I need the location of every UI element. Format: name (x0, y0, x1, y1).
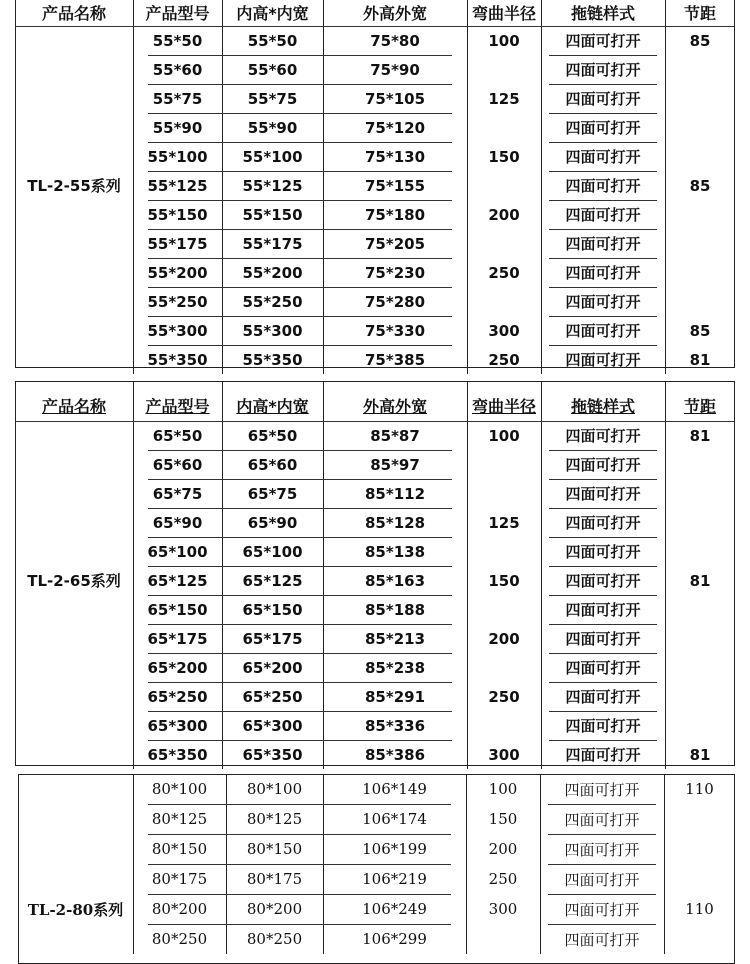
cell-model: 55*300 (147, 321, 208, 340)
cell-outer-size: 75*230 (364, 263, 426, 282)
cell-inner-size: 65*75 (247, 484, 298, 503)
cell-bend-radius: 300 (488, 900, 518, 918)
cell-inner-size: 55*150 (242, 205, 303, 224)
cell-pitch: 110 (685, 900, 714, 918)
column-header: 外高外宽 (362, 3, 427, 23)
column-header: 拖链样式 (570, 3, 635, 23)
column-header: 节距 (683, 3, 716, 23)
cell-chain-style: 四面可打开 (565, 543, 641, 561)
cell-outer-size: 85*97 (370, 455, 420, 474)
cell-chain-style: 四面可打开 (565, 456, 641, 474)
cell-outer-size: 75*180 (364, 205, 426, 224)
cell-inner-size: 55*300 (242, 321, 303, 340)
cell-inner-size: 65*100 (242, 542, 303, 561)
cell-outer-size: 85*188 (364, 600, 426, 619)
cell-chain-style: 四面可打开 (565, 90, 641, 108)
column-header: 外高外宽 (362, 397, 427, 416)
column-header: 产品名称 (41, 3, 106, 23)
cell-inner-size: 55*175 (242, 234, 303, 253)
cell-chain-style: 四面可打开 (565, 630, 641, 648)
cell-outer-size: 85*336 (364, 716, 426, 735)
cell-inner-size: 80*100 (246, 780, 303, 798)
cell-bend-radius: 100 (488, 31, 520, 50)
cell-model: 65*100 (147, 542, 208, 561)
cell-model: 55*125 (147, 176, 208, 195)
cell-inner-size: 65*250 (242, 687, 303, 706)
column-header: 节距 (683, 397, 716, 416)
cell-chain-style: 四面可打开 (564, 900, 640, 919)
cell-chain-style: 四面可打开 (564, 870, 640, 889)
cell-inner-size: 65*90 (247, 513, 298, 532)
cell-outer-size: 75*155 (364, 176, 426, 195)
cell-pitch: 85 (689, 321, 711, 340)
cell-outer-size: 75*330 (364, 321, 426, 340)
cell-outer-size: 85*87 (370, 426, 420, 445)
cell-model: 55*60 (152, 60, 203, 79)
column-header: 弯曲半径 (471, 397, 536, 416)
cell-outer-size: 75*120 (364, 118, 426, 137)
column-header: 产品型号 (145, 3, 210, 23)
cell-inner-size: 80*250 (246, 930, 303, 948)
cell-outer-size: 85*213 (364, 629, 426, 648)
cell-inner-size: 65*200 (242, 658, 303, 677)
cell-chain-style: 四面可打开 (564, 780, 640, 799)
cell-inner-size: 55*75 (247, 89, 298, 108)
cell-model: 55*175 (147, 234, 208, 253)
cell-chain-style: 四面可打开 (565, 322, 641, 340)
cell-bend-radius: 200 (488, 629, 520, 648)
cell-outer-size: 85*163 (364, 571, 426, 590)
cell-bend-radius: 300 (488, 321, 520, 340)
cell-model: 55*150 (147, 205, 208, 224)
cell-model: 55*75 (152, 89, 203, 108)
cell-chain-style: 四面可打开 (565, 177, 641, 195)
cell-chain-style: 四面可打开 (565, 119, 641, 137)
cell-inner-size: 80*175 (246, 870, 303, 888)
cell-outer-size: 85*128 (364, 513, 426, 532)
cell-pitch: 81 (689, 745, 711, 764)
cell-bend-radius: 125 (488, 89, 520, 108)
column-header: 产品名称 (41, 397, 106, 416)
cell-inner-size: 65*50 (247, 426, 298, 445)
cell-model: 65*125 (147, 571, 208, 590)
cell-outer-size: 75*90 (370, 60, 420, 79)
cell-outer-size: 85*386 (364, 745, 426, 764)
cell-model: 55*350 (147, 350, 208, 369)
cell-model: 65*175 (147, 629, 208, 648)
cell-model: 65*200 (147, 658, 208, 677)
cell-bend-radius: 100 (488, 780, 518, 798)
cell-inner-size: 65*125 (242, 571, 303, 590)
cell-chain-style: 四面可打开 (565, 61, 641, 79)
cell-inner-size: 65*150 (242, 600, 303, 619)
cell-model: 55*50 (152, 31, 203, 50)
cell-outer-size: 85*112 (364, 484, 426, 503)
cell-outer-size: 75*130 (364, 147, 426, 166)
cell-pitch: 81 (689, 571, 711, 590)
cell-bend-radius: 250 (488, 350, 520, 369)
cell-model: 65*350 (147, 745, 208, 764)
cell-outer-size: 75*105 (364, 89, 426, 108)
cell-outer-size: 106*249 (362, 900, 427, 918)
cell-chain-style: 四面可打开 (565, 659, 641, 677)
cell-bend-radius: 150 (488, 147, 520, 166)
cell-outer-size: 85*291 (364, 687, 426, 706)
cell-chain-style: 四面可打开 (565, 206, 641, 224)
cell-chain-style: 四面可打开 (565, 514, 641, 532)
cell-inner-size: 55*60 (247, 60, 298, 79)
cell-outer-size: 106*199 (362, 840, 427, 858)
cell-bend-radius: 250 (488, 687, 520, 706)
cell-chain-style: 四面可打开 (565, 148, 641, 166)
cell-inner-size: 80*125 (246, 810, 303, 828)
cell-chain-style: 四面可打开 (565, 351, 641, 369)
cell-bend-radius: 300 (488, 745, 520, 764)
cell-pitch: 110 (685, 780, 714, 798)
column-header: 产品型号 (145, 397, 210, 416)
cell-chain-style: 四面可打开 (565, 746, 641, 764)
cell-chain-style: 四面可打开 (564, 930, 640, 949)
cell-chain-style: 四面可打开 (564, 810, 640, 829)
cell-model: 80*125 (151, 810, 208, 828)
cell-chain-style: 四面可打开 (565, 293, 641, 311)
cell-outer-size: 75*280 (364, 292, 426, 311)
series-name: TL-2-80系列 (27, 900, 124, 919)
cell-inner-size: 55*90 (247, 118, 298, 137)
column-header: 内高*内宽 (236, 397, 309, 416)
cell-model: 80*100 (151, 780, 208, 798)
cell-model: 55*90 (152, 118, 203, 137)
cell-bend-radius: 125 (488, 513, 520, 532)
cell-model: 65*90 (152, 513, 203, 532)
column-header: 拖链样式 (570, 397, 635, 416)
cell-inner-size: 65*60 (247, 455, 298, 474)
cell-outer-size: 106*174 (362, 810, 427, 828)
cell-bend-radius: 150 (488, 810, 518, 828)
cell-chain-style: 四面可打开 (565, 235, 641, 253)
cell-model: 80*250 (151, 930, 208, 948)
cell-model: 65*60 (152, 455, 203, 474)
cell-chain-style: 四面可打开 (565, 32, 641, 50)
cell-outer-size: 106*299 (362, 930, 427, 948)
cell-model: 80*150 (151, 840, 208, 858)
cell-pitch: 85 (689, 176, 711, 195)
cell-model: 65*150 (147, 600, 208, 619)
series-name: TL-2-55系列 (27, 177, 121, 195)
cell-bend-radius: 150 (488, 571, 520, 590)
cell-inner-size: 65*300 (242, 716, 303, 735)
cell-chain-style: 四面可打开 (565, 427, 641, 445)
cell-model: 65*75 (152, 484, 203, 503)
cell-inner-size: 55*200 (242, 263, 303, 282)
cell-bend-radius: 250 (488, 870, 518, 888)
cell-model: 55*250 (147, 292, 208, 311)
cell-outer-size: 75*385 (364, 350, 426, 369)
cell-chain-style: 四面可打开 (565, 717, 641, 735)
table-tl-2-80 (18, 774, 735, 964)
cell-chain-style: 四面可打开 (565, 572, 641, 590)
cell-bend-radius: 200 (488, 840, 518, 858)
cell-chain-style: 四面可打开 (565, 485, 641, 503)
cell-chain-style: 四面可打开 (565, 601, 641, 619)
table-tl-2-55 (15, 0, 735, 368)
cell-outer-size: 85*238 (364, 658, 426, 677)
cell-bend-radius: 100 (488, 426, 520, 445)
cell-pitch: 85 (689, 31, 711, 50)
cell-outer-size: 106*219 (362, 870, 427, 888)
cell-pitch: 81 (689, 426, 711, 445)
table-tl-2-65 (15, 381, 735, 766)
cell-inner-size: 80*200 (246, 900, 303, 918)
cell-chain-style: 四面可打开 (565, 688, 641, 706)
cell-chain-style: 四面可打开 (565, 264, 641, 282)
cell-outer-size: 75*80 (370, 31, 420, 50)
cell-outer-size: 85*138 (364, 542, 426, 561)
cell-inner-size: 65*350 (242, 745, 303, 764)
cell-inner-size: 55*100 (242, 147, 303, 166)
cell-model: 55*200 (147, 263, 208, 282)
cell-bend-radius: 250 (488, 263, 520, 282)
cell-outer-size: 106*149 (362, 780, 427, 798)
cell-outer-size: 75*205 (364, 234, 426, 253)
cell-inner-size: 55*125 (242, 176, 303, 195)
cell-inner-size: 55*50 (247, 31, 298, 50)
column-header: 弯曲半径 (471, 3, 536, 23)
cell-inner-size: 80*150 (246, 840, 303, 858)
cell-inner-size: 55*350 (242, 350, 303, 369)
cell-chain-style: 四面可打开 (564, 840, 640, 859)
cell-pitch: 81 (689, 350, 711, 369)
cell-model: 65*50 (152, 426, 203, 445)
cell-inner-size: 55*250 (242, 292, 303, 311)
cell-inner-size: 65*175 (242, 629, 303, 648)
cell-model: 80*175 (151, 870, 208, 888)
cell-model: 55*100 (147, 147, 208, 166)
cell-model: 80*200 (151, 900, 208, 918)
cell-bend-radius: 200 (488, 205, 520, 224)
cell-model: 65*300 (147, 716, 208, 735)
cell-model: 65*250 (147, 687, 208, 706)
column-header: 内高*内宽 (236, 3, 309, 23)
series-name: TL-2-65系列 (27, 572, 121, 590)
